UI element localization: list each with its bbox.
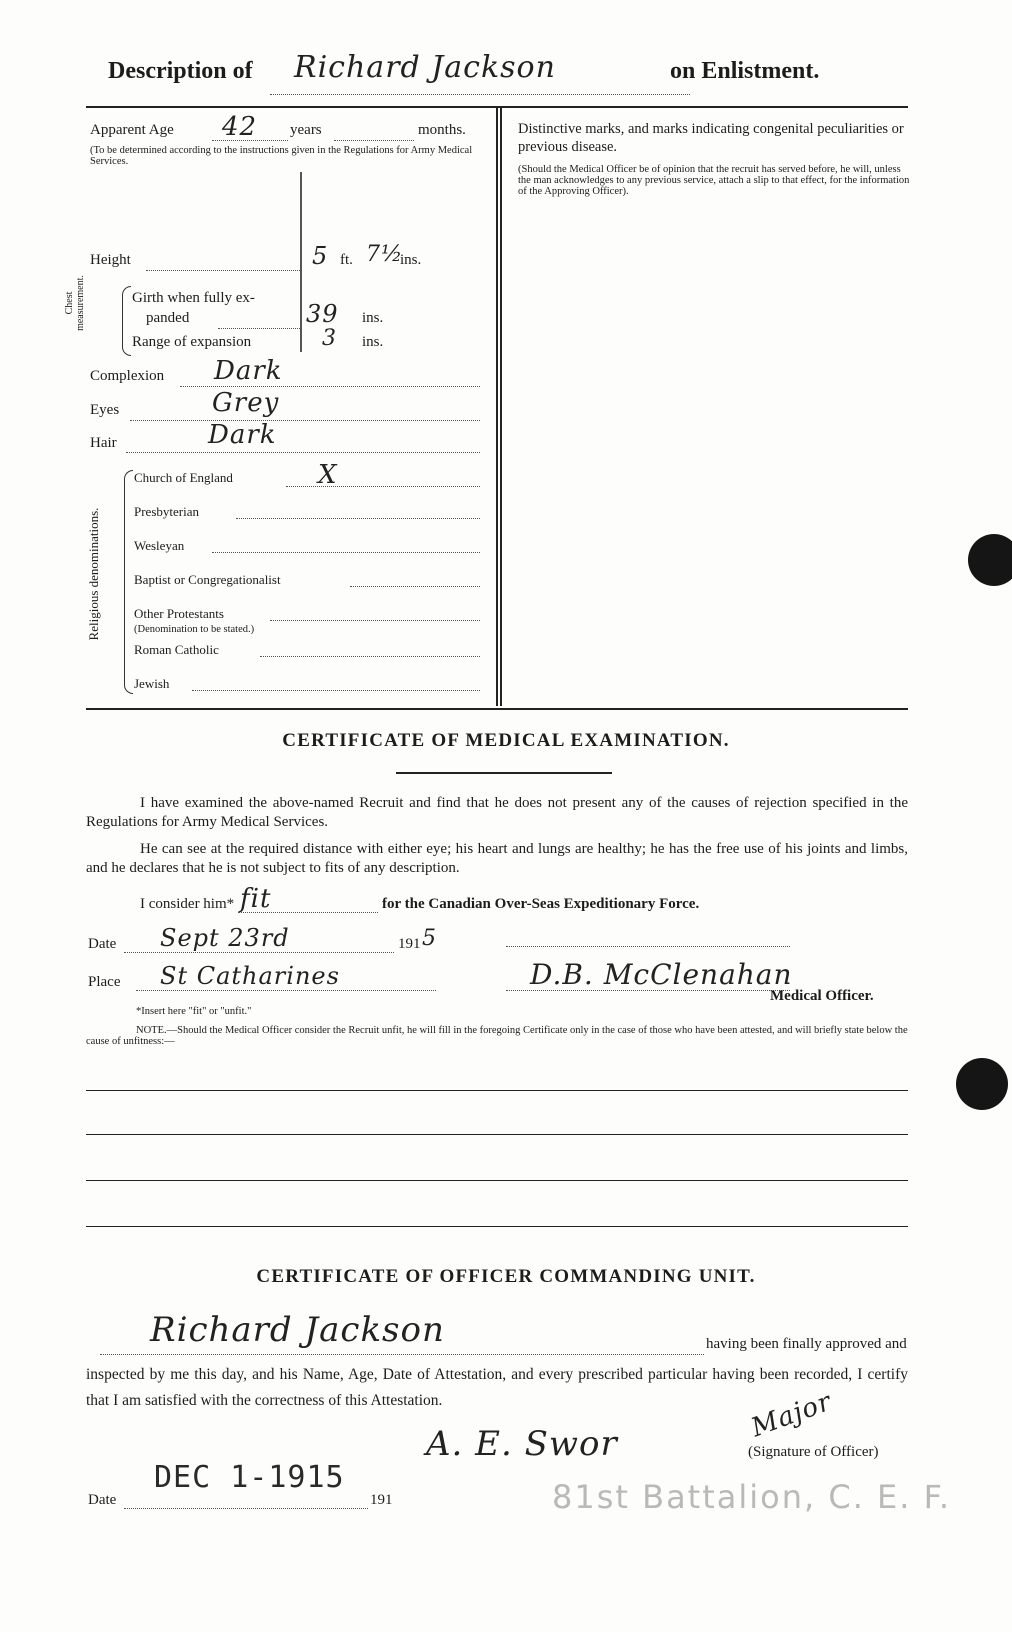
- complexion-value: Dark: [214, 356, 283, 386]
- commanding-officer-rank: Major: [747, 1386, 836, 1444]
- denomination-church-of-england: Church of England: [134, 470, 233, 485]
- chest-bracket: [122, 286, 131, 356]
- medical-date-value: Sept 23rd: [160, 924, 290, 952]
- fitness-value: fit: [240, 884, 272, 914]
- range-ins-label: ins.: [362, 334, 384, 350]
- height-in-value: 7½: [366, 242, 404, 267]
- medical-year-prefix: 191: [398, 936, 421, 952]
- denomination-note: (Denomination to be stated.): [134, 624, 255, 635]
- roman-catholic-line: [260, 656, 480, 657]
- medical-year-suffix: 5: [422, 926, 437, 951]
- age-note: (To be determined according to the instructions given in the Regulations for Army Medical Services.: [90, 145, 473, 167]
- insert-note: *Insert here "fit" or "unfit.": [136, 1006, 252, 1017]
- punch-hole-upper: [968, 534, 1012, 586]
- medical-officer-label: Medical Officer.: [770, 988, 874, 1004]
- height-line: [146, 270, 302, 271]
- ft-label: ft.: [340, 252, 353, 268]
- unfitness-line-4: [86, 1226, 908, 1227]
- signature-of-officer-label: (Signature of Officer): [748, 1444, 879, 1460]
- baptist-line: [350, 586, 480, 587]
- unfitness-line-3: [86, 1180, 908, 1181]
- medical-date-label: Date: [88, 936, 117, 952]
- column-divider: [496, 108, 498, 706]
- title-prefix: Description of: [108, 58, 253, 84]
- medical-signature-line-top: [506, 946, 790, 947]
- medical-signature-line: [506, 990, 790, 991]
- title-suffix: on Enlistment.: [670, 58, 820, 84]
- commanding-certificate-title: CERTIFICATE OF OFFICER COMMANDING UNIT.: [256, 1266, 756, 1287]
- denomination-roman-catholic: Roman Catholic: [134, 642, 219, 657]
- other-protestants-line: [270, 620, 480, 621]
- denomination-other-protestants: Other Protestants: [134, 606, 224, 621]
- date-stamp: DEC 1-1915: [154, 1460, 345, 1495]
- height-label: Height: [90, 252, 131, 268]
- ins-label: ins.: [400, 252, 422, 268]
- eyes-label: Eyes: [90, 402, 120, 418]
- unfitness-line-1: [86, 1090, 908, 1091]
- fitness-line: [238, 912, 378, 913]
- column-divider-double: [500, 108, 502, 706]
- girth-label-1: Girth when fully ex-: [132, 290, 255, 306]
- commanding-year-prefix: 191: [370, 1492, 393, 1508]
- eyes-value: Grey: [212, 388, 280, 418]
- girth-value: 39: [306, 300, 339, 328]
- commanding-text: inspected by me this day, and his Name, Age, Date of Attestation, and every prescribed particular having been recorded, I certify that I am satisfied with the correctness of this Attestation.: [86, 1366, 908, 1409]
- hair-label: Hair: [90, 435, 117, 451]
- religion-label: Religious denominations.: [86, 507, 101, 641]
- medical-date-line: [124, 952, 394, 953]
- force-text: for the Canadian Over-Seas Expeditionary Force.: [382, 896, 700, 912]
- commanding-name-line: [100, 1354, 704, 1355]
- girth-line: [218, 328, 302, 329]
- church-mark: X: [318, 460, 338, 490]
- denomination-jewish: Jewish: [134, 676, 170, 691]
- commanding-date-label: Date: [88, 1492, 117, 1508]
- medical-paragraph-1: I have examined the above-named Recruit and find that he does not present any of the causes of rejection specified in the Regulations for Army Medical Services.: [86, 795, 908, 830]
- unfit-note: NOTE.—Should the Medical Officer consider the Recruit unfit, he will fill in the foregoing Certificate only in the case of those who have been attested, and will briefly state below the cause of unfitness:—: [86, 1025, 908, 1047]
- months-line: [334, 140, 414, 141]
- medical-title-underline: [396, 772, 612, 774]
- form-title: [108, 50, 908, 94]
- distinctive-marks-note: (Should the Medical Officer be of opinion that the recruit has served before, he will, unless the man acknowledges to any previous service, attach a slip to that effect, for the information of the Approving Officer).: [518, 164, 910, 197]
- recruit-name-handwritten: Richard Jackson: [294, 50, 556, 85]
- battalion-stamp: 81st Battalion, C. E. F.: [552, 1478, 952, 1516]
- complexion-label: Complexion: [90, 368, 165, 384]
- commanding-recruit-name: Richard Jackson: [150, 1310, 445, 1350]
- months-label: months.: [418, 122, 466, 138]
- hair-value: Dark: [208, 420, 277, 450]
- range-label: Range of expansion: [132, 334, 252, 350]
- commanding-text-line1: having been finally approved and: [706, 1336, 907, 1352]
- apparent-age-label: Apparent Age: [90, 122, 174, 138]
- girth-label-2: panded: [146, 310, 190, 326]
- religion-bracket: [124, 470, 133, 694]
- distinctive-marks-title: Distinctive marks, and marks indicating congenital peculiarities or previous disease.: [518, 121, 904, 155]
- punch-hole-lower: [956, 1058, 1008, 1110]
- place-line: [136, 990, 436, 991]
- medical-certificate-title: CERTIFICATE OF MEDICAL EXAMINATION.: [282, 730, 730, 751]
- medical-paragraph-2: He can see at the required distance with either eye; his heart and lungs are healthy; he has the free use of his joints and limbs, and he declares that he is not subject to fits of any description.: [86, 841, 908, 876]
- commanding-officer-signature: A. E. Swor: [426, 1424, 618, 1464]
- wesleyan-line: [212, 552, 480, 553]
- consider-label: I consider him*: [140, 896, 235, 912]
- height-ft-value: 5: [312, 242, 329, 270]
- chest-label: Chest measurement.: [64, 275, 86, 331]
- range-value: 3: [322, 326, 337, 351]
- denomination-presbyterian: Presbyterian: [134, 504, 199, 519]
- age-line: [212, 140, 288, 141]
- complexion-line: [180, 386, 480, 387]
- presbyterian-line: [236, 518, 480, 519]
- eyes-line: [130, 420, 480, 421]
- title-name-line: [270, 94, 690, 95]
- commanding-date-line: [124, 1508, 368, 1509]
- section-rule: [86, 708, 908, 710]
- measure-divider: [300, 172, 302, 352]
- denomination-wesleyan: Wesleyan: [134, 538, 185, 553]
- hair-line: [126, 452, 480, 453]
- years-label: years: [290, 122, 322, 138]
- denomination-baptist: Baptist or Congregationalist: [134, 572, 281, 587]
- medical-officer-signature: D.B. McClenahan: [530, 958, 793, 991]
- age-value: 42: [222, 112, 258, 142]
- girth-ins-label: ins.: [362, 310, 384, 326]
- jewish-line: [192, 690, 480, 691]
- place-value: St Catharines: [160, 962, 340, 990]
- place-label: Place: [88, 974, 121, 990]
- church-line: [286, 486, 480, 487]
- unfitness-line-2: [86, 1134, 908, 1135]
